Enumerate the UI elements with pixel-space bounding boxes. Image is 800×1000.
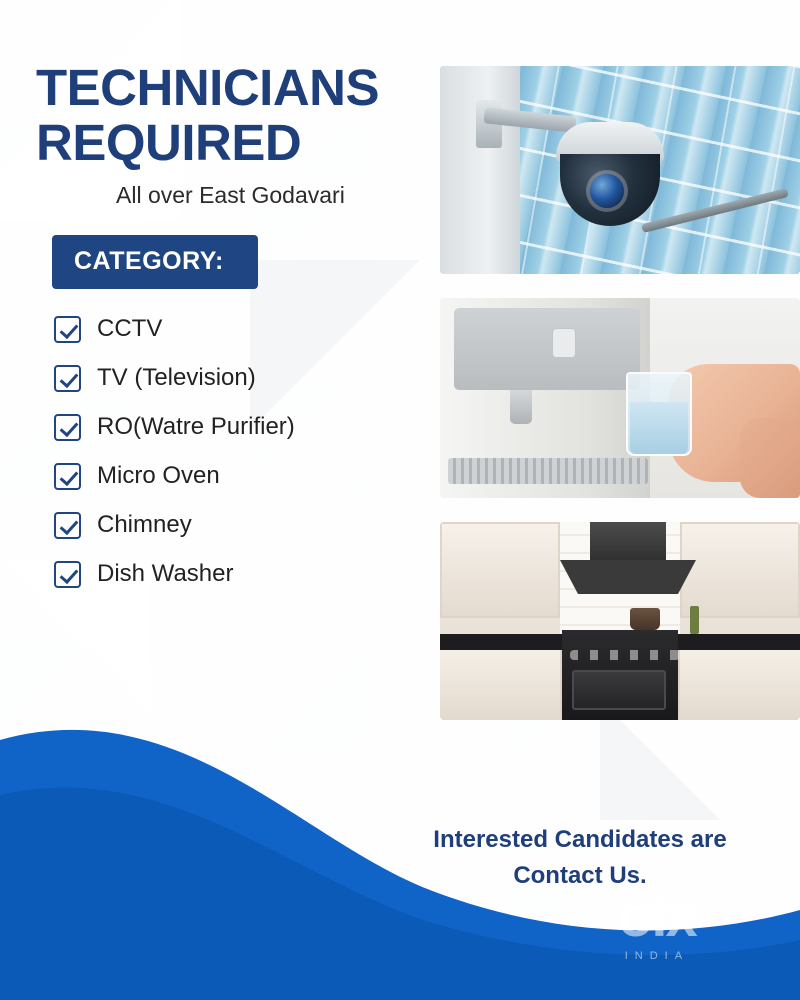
category-label: Chimney: [97, 511, 192, 539]
water-purifier-photo: [440, 298, 800, 498]
list-item: [54, 364, 436, 392]
category-badge: CATEGORY:: [52, 235, 258, 289]
checkbox-icon: [54, 414, 81, 441]
checkbox-icon: [54, 512, 81, 539]
photo-column: [440, 66, 800, 744]
footer-text: [380, 822, 780, 894]
checkbox-icon: [54, 316, 81, 343]
category-label: CCTV: [97, 315, 163, 343]
list-item: [54, 462, 436, 490]
footer-line-1: Interested Candidates are: [433, 826, 727, 853]
checkbox-icon: [54, 365, 81, 392]
watermark-logo-text: olx: [618, 884, 696, 949]
title-line-1: TECHNICIANS: [36, 59, 380, 116]
list-item: [54, 511, 436, 539]
category-label: TV (Television): [97, 364, 256, 392]
checkbox-icon: [54, 463, 81, 490]
footer-line-2: Contact Us.: [513, 862, 647, 889]
page-title: [36, 60, 436, 170]
category-label: RO(Watre Purifier): [97, 413, 295, 441]
category-label: Dish Washer: [97, 560, 234, 588]
list-item: [54, 315, 436, 343]
kitchen-chimney-photo: [440, 522, 800, 720]
list-item: [54, 560, 436, 588]
checkbox-icon: [54, 561, 81, 588]
subtitle: All over East Godavari: [116, 182, 345, 209]
cctv-camera-photo: [440, 66, 800, 274]
category-label: Micro Oven: [97, 462, 220, 490]
category-list: [54, 315, 436, 588]
title-line-2: REQUIRED: [36, 114, 302, 172]
poster-content: [36, 60, 436, 609]
watermark-sub-text: INDIA: [624, 950, 690, 962]
list-item: [54, 413, 436, 441]
